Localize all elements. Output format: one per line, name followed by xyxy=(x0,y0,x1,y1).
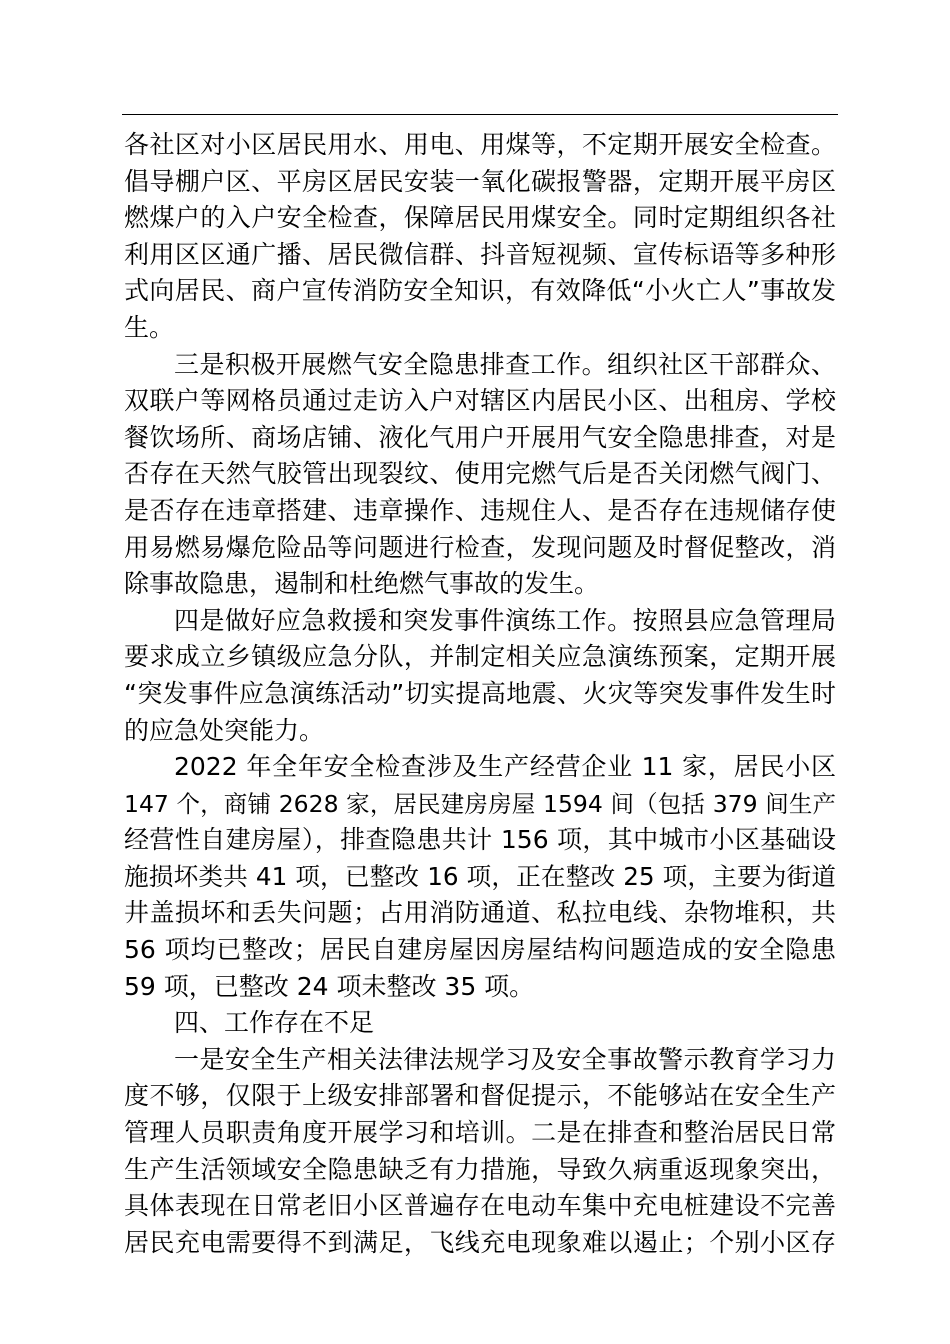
paragraph-first-line: 三是积极开展燃气安全隐患排查工作。组织社区干部群众、 xyxy=(174,349,836,379)
text-line: 管理人员职责角度开展学习和培训。二是在排查和整治居民日常 xyxy=(124,1118,836,1148)
text-line: 居民充电需要得不到满足，飞线充电现象难以遏止；个别小区存 xyxy=(124,1227,836,1257)
document-body xyxy=(124,127,836,1261)
text-line: 生。 xyxy=(124,312,175,342)
text-line: 用易燃易爆危险品等问题进行检查，发现问题及时督促整改，消 xyxy=(124,532,836,562)
text-line: 经营性自建房屋），排查隐患共计 156 项，其中城市小区基础设 xyxy=(124,825,836,855)
text-line: 具体表现在日常老旧小区普遍存在电动车集中充电桩建设不完善 xyxy=(124,1191,836,1221)
text-line: “突发事件应急演练活动”切实提高地震、火灾等突发事件发生时 xyxy=(124,678,836,708)
text-line: 利用区区通广播、居民微信群、抖音短视频、宣传标语等多种形 xyxy=(124,239,836,269)
text-line: 双联户等网格员通过走访入户对辖区内居民小区、出租房、学校 xyxy=(124,386,836,416)
text-line: 147 个，商铺 2628 家，居民建房房屋 1594 间（包括 379 间生产 xyxy=(124,789,836,818)
text-line: 度不够，仅限于上级安排部署和督促提示，不能够站在安全生产 xyxy=(124,1081,836,1111)
paragraph-first-line: 2022 年全年安全检查涉及生产经营企业 11 家，居民小区 xyxy=(174,752,836,782)
text-line: 56 项均已整改；居民自建房屋因房屋结构问题造成的安全隐患 xyxy=(124,935,836,965)
text-line: 倡导棚户区、平房区居民安装一氧化碳报警器，定期开展平房区 xyxy=(124,166,836,196)
text-line: 餐饮场所、商场店铺、液化气用户开展用气安全隐患排查，对是 xyxy=(124,422,836,452)
paragraph-first-line: 一是安全生产相关法律法规学习及安全事故警示教育学习力 xyxy=(174,1044,836,1074)
text-line: 否存在天然气胶管出现裂纹、使用完燃气后是否关闭燃气阀门、 xyxy=(124,459,836,489)
text-line: 除事故隐患，遏制和杜绝燃气事故的发生。 xyxy=(124,569,600,599)
text-line: 井盖损坏和丢失问题；占用消防通道、私拉电线、杂物堆积，共 xyxy=(124,898,836,928)
text-line: 各社区对小区居民用水、用电、用煤等，不定期开展安全检查。 xyxy=(124,130,836,159)
paragraph-first-line: 四是做好应急救援和突发事件演练工作。按照县应急管理局 xyxy=(174,605,836,635)
text-line: 燃煤户的入户安全检查，保障居民用煤安全。同时定期组织各社 xyxy=(124,203,836,233)
text-line: 式向居民、商户宣传消防安全知识，有效降低“小火亡人”事故发 xyxy=(124,276,836,306)
text-line: 生产生活领域安全隐患缺乏有力措施，导致久病重返现象突出， xyxy=(124,1154,836,1184)
paragraph-first-line: 四、工作存在不足 xyxy=(174,1008,375,1038)
text-line: 施损坏类共 41 项，已整改 16 项，正在整改 25 项，主要为街道 xyxy=(124,861,836,891)
text-line: 59 项，已整改 24 项未整改 35 项。 xyxy=(124,971,535,1001)
text-line: 要求成立乡镇级应急分队，并制定相关应急演练预案，定期开展 xyxy=(124,642,836,672)
header-rule xyxy=(122,114,838,115)
text-line: 是否存在违章搭建、违章操作、违规住人、是否存在违规储存使 xyxy=(124,495,836,525)
text-line: 的应急处突能力。 xyxy=(124,715,325,745)
